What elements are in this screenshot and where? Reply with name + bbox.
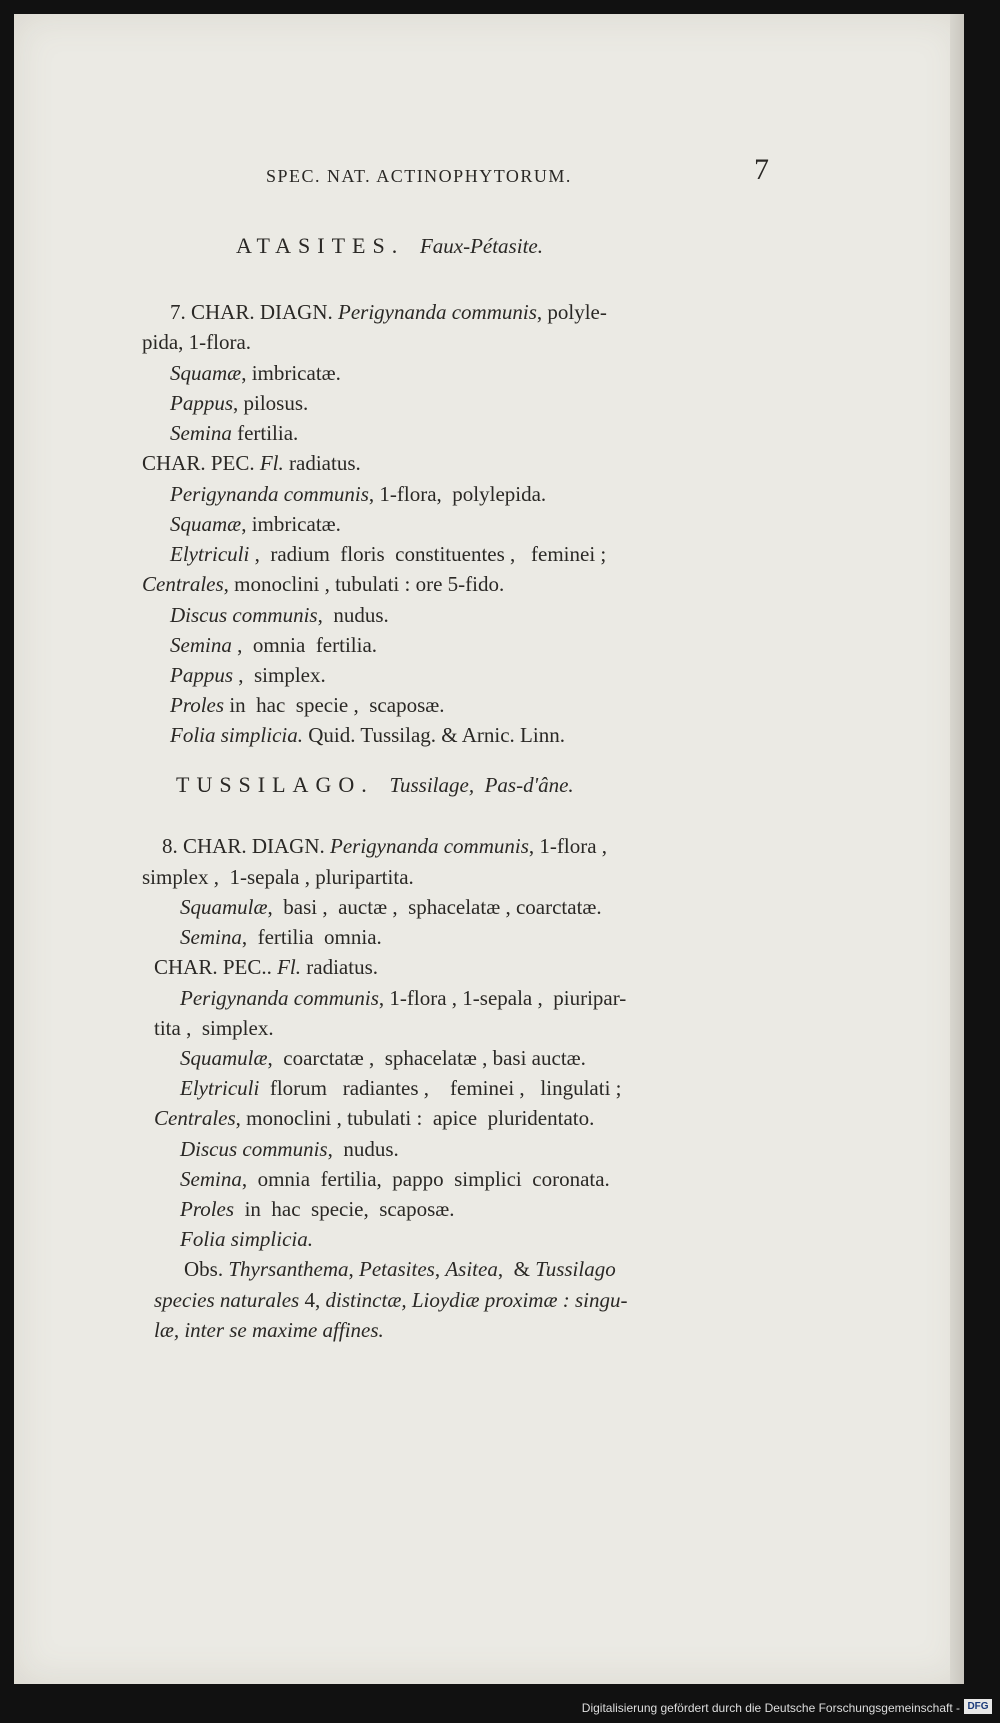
text-line: Proles in hac specie , scaposæ.: [170, 693, 445, 717]
footer-credit: Digitalisierung gefördert durch die Deutsche Forschungsgemeinschaft -: [581, 1701, 960, 1715]
text-line: tita , simplex.: [154, 1016, 274, 1040]
common-name: Tussilage, Pas-d'âne.: [389, 773, 574, 797]
text-line: CHAR. PEC.. Fl. radiatus.: [154, 955, 379, 979]
text-line: pida, 1-flora.: [142, 330, 252, 354]
text-line: 8. CHAR. DIAGN. Perigynanda communis, 1-flora ,: [162, 834, 608, 858]
text-line: Squamæ, imbricatæ.: [170, 361, 341, 385]
text-line: Folia simplicia. Quid. Tussilag. & Arnic. Linn.: [170, 723, 565, 747]
genus-heading-tussilago: [176, 771, 574, 799]
book-page: [14, 14, 964, 1684]
genus-heading-atasites: [236, 232, 543, 260]
text-line: Discus communis, nudus.: [180, 1137, 399, 1161]
text-line: Perigynanda communis, 1-flora, polylepida.: [170, 482, 547, 506]
text-line: Squamæ, imbricatæ.: [170, 512, 341, 536]
text-line: Proles in hac specie, scaposæ.: [180, 1197, 455, 1221]
text-line: Squamulæ, coarctatæ , sphacelatæ , basi auctæ.: [180, 1046, 586, 1070]
text-line: Pappus, pilosus.: [170, 391, 309, 415]
text-line: Perigynanda communis, 1-flora , 1-sepala , piuripar-: [180, 986, 627, 1010]
text-line: Squamulæ, basi , auctæ , sphacelatæ , coarctatæ.: [180, 895, 602, 919]
text-line: 7. CHAR. DIAGN. Perigynanda communis, polyle-: [170, 300, 607, 324]
text-line: Obs. Thyrsanthema, Petasites, Asitea, & Tussilago: [184, 1257, 616, 1281]
running-title: SPEC. NAT. ACTINOPHYTORUM.: [266, 166, 572, 186]
common-name: Faux-Pétasite.: [419, 234, 543, 258]
text-line: Semina fertilia.: [170, 421, 299, 445]
text-line: Semina, fertilia omnia.: [180, 925, 382, 949]
text-line: simplex , 1-sepala , pluripartita.: [142, 865, 414, 889]
page-number: 7: [754, 153, 769, 186]
genus-name: ATASITES.: [236, 233, 405, 258]
text-line: Centrales, monoclini , tubulati : apice pluridentato.: [154, 1106, 595, 1130]
text-line: CHAR. PEC. Fl. radiatus.: [142, 451, 361, 475]
text-line: Folia simplicia.: [180, 1227, 313, 1251]
text-line: Elytriculi , radium floris constituentes , feminei ;: [170, 542, 607, 566]
text-line: species naturales 4, distinctæ, Lioydiæ proximæ : singu-: [154, 1288, 628, 1312]
text-line: Semina, omnia fertilia, pappo simplici coronata.: [180, 1167, 610, 1191]
page-edge: [950, 14, 964, 1684]
genus-name: TUSSILAGO.: [176, 772, 374, 797]
dfg-logo: DFG: [964, 1699, 992, 1714]
digitization-footer: [0, 1691, 1000, 1723]
text-line: Semina , omnia fertilia.: [170, 633, 378, 657]
text-line: Centrales, monoclini , tubulati : ore 5-fido.: [142, 572, 505, 596]
text-line: læ, inter se maxime affines.: [154, 1318, 384, 1342]
text-line: Pappus , simplex.: [170, 663, 326, 687]
text-line: Elytriculi florum radiantes , feminei , lingulati ;: [180, 1076, 622, 1100]
text-line: Discus communis, nudus.: [170, 603, 389, 627]
